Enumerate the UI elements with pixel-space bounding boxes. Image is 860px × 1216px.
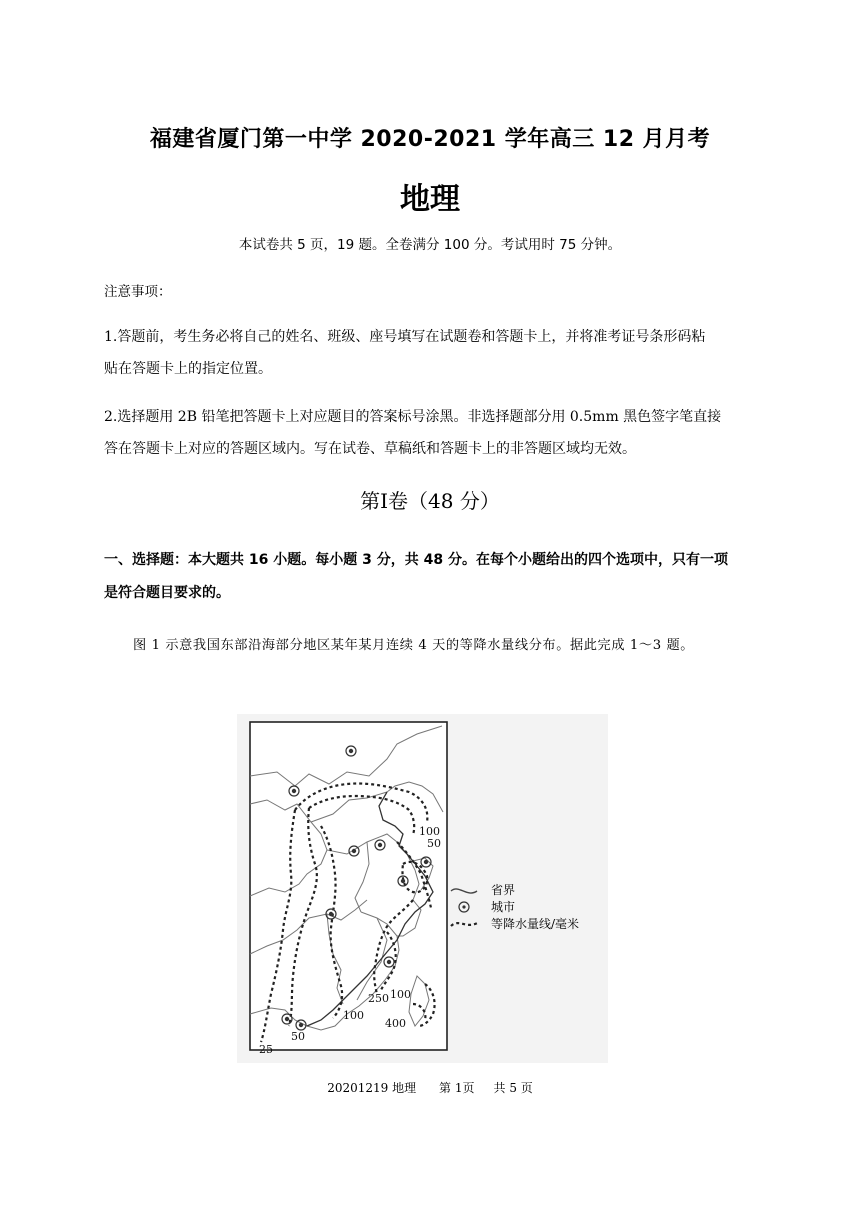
legend-boundary-label: 省界 (491, 883, 516, 897)
notice-item-1-line-1: 1.答题前，考生务必将自己的姓名、班级、座号填写在试题卷和答题卡上，并将准考证号条形码粘 (104, 329, 706, 345)
legend-isohyet-label: 等降水量线/毫米 (491, 917, 580, 931)
isohyet-label: 400 (385, 1017, 406, 1030)
map-frame (250, 722, 447, 1050)
question-heading-line-2: 是符合题目要求的。 (104, 585, 230, 601)
exam-title: 福建省厦门第一中学 2020-2021 学年高三 12 月月考 (149, 127, 711, 152)
section-title: 第Ⅰ卷（48 分） (360, 489, 500, 513)
notice-item-1 (104, 321, 760, 385)
map-legend (451, 882, 579, 931)
precipitation-map (237, 714, 608, 1063)
question-intro: 图 1 示意我国东部沿海部分地区某年某月连续 4 天的等降水量线分布。据此完成 1～3 题。 (133, 638, 695, 653)
page-footer (0, 1079, 860, 1096)
precipitation-map-figure (237, 714, 608, 1063)
subject-title: 地理 (400, 182, 460, 217)
notice-item-2-line-2: 答在答题卡上对应的答题区域内。写在试卷、草稿纸和答题卡上的非答题区域均无效。 (104, 441, 636, 457)
isohyet-label: 100 (390, 988, 411, 1001)
footer-code: 20201219 地理 (327, 1081, 417, 1095)
isohyet-label: 25 (259, 1043, 273, 1056)
question-block-heading (104, 544, 760, 610)
notice-heading: 注意事项： (104, 284, 172, 300)
boundary-legend-icon (451, 889, 477, 893)
isohyet-label: 100 (343, 1009, 364, 1022)
footer-total: 共 5 页 (493, 1081, 533, 1095)
legend-city-label: 城市 (491, 900, 516, 914)
notice-item-2 (104, 401, 760, 465)
isohyet-label: 50 (291, 1030, 305, 1043)
isohyet-label: 50 (427, 837, 441, 850)
isohyet-label: 250 (368, 992, 389, 1005)
footer-page: 第 1页 (439, 1081, 475, 1095)
city-legend-icon (459, 902, 469, 912)
isohyet-legend-icon (451, 922, 479, 926)
exam-info: 本试卷共 5 页，19 题。全卷满分 100 分。考试用时 75 分钟。 (238, 237, 622, 253)
notice-item-1-line-2: 贴在答题卡上的指定位置。 (104, 361, 272, 377)
notice-item-2-line-1: 2.选择题用 2B 铅笔把答题卡上对应题目的答案标号涂黑。非选择题部分用 0.5mm 黑色签字笔直接 (104, 409, 722, 425)
question-heading-line-1: 一、选择题：本大题共 16 小题。每小题 3 分，共 48 分。在每个小题给出的四个选项中，只有一项 (104, 552, 728, 568)
isohyet-label: 100 (419, 825, 440, 838)
